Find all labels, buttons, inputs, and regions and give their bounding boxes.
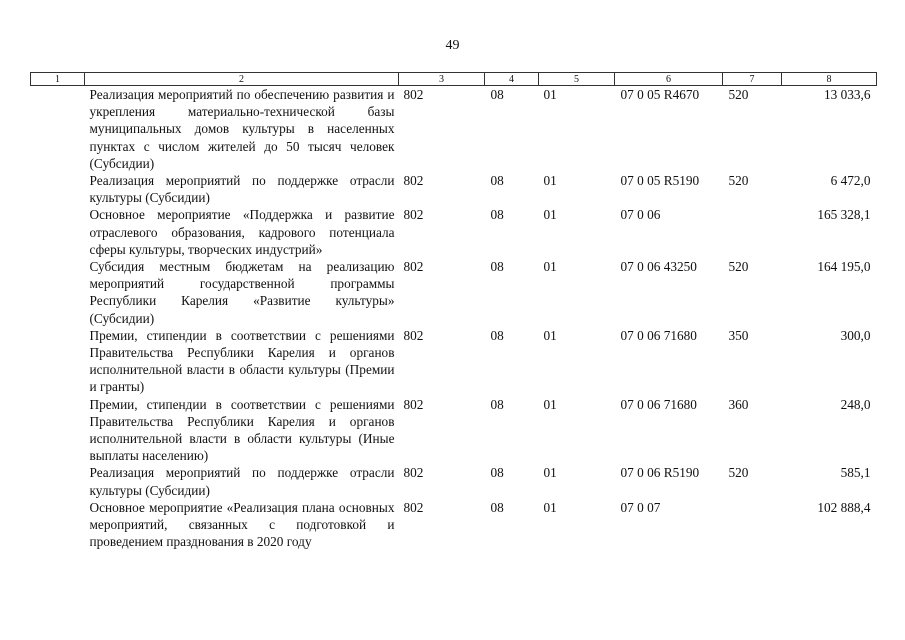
subsection-code-cell: 01 [543, 499, 557, 515]
section-code-cell: 08 [490, 207, 504, 223]
target-article-cell: 07 0 05 R4670 [620, 87, 700, 102]
column-header: 7 [723, 73, 782, 86]
section-code-cell: 08 [490, 173, 504, 189]
table-row [31, 172, 877, 206]
expense-type-cell [723, 499, 782, 551]
section-code-cell: 08 [490, 499, 504, 515]
section-code-cell: 08 [490, 465, 504, 481]
item-name-cell: Основное мероприятие «Реализация плана основных мероприятий, связанных с подготовкой и проведением празднования в 2020 году [89, 499, 395, 550]
column-header: 4 [485, 73, 539, 86]
target-article-cell: 07 0 07 [620, 499, 661, 515]
amount-cell: 165 328,1 [817, 207, 871, 223]
column-header: 6 [615, 73, 723, 86]
column-number-row [31, 73, 877, 86]
table-row [31, 499, 877, 551]
target-article-cell: 07 0 06 [620, 207, 661, 223]
row-number-cell [31, 327, 85, 396]
ministry-code-cell: 802 [403, 396, 424, 412]
subsection-code-cell: 01 [543, 396, 557, 412]
expense-type-cell: 350 [728, 327, 749, 343]
amount-cell: 102 888,4 [817, 499, 871, 515]
budget-table [30, 72, 877, 550]
table-row [31, 86, 877, 173]
expense-type-cell: 360 [728, 396, 749, 412]
subsection-code-cell: 01 [543, 259, 557, 275]
subsection-code-cell: 01 [543, 465, 557, 481]
amount-cell: 13 033,6 [823, 87, 871, 102]
row-number-cell [31, 258, 85, 327]
amount-cell: 164 195,0 [817, 259, 871, 275]
target-article-cell: 07 0 06 43250 [620, 259, 697, 275]
ministry-code-cell: 802 [403, 327, 424, 343]
item-name-cell: Субсидия местным бюджетам на реализацию мероприятий государственной программы Республики Карелия «Развитие культуры» (Субсидии) [89, 259, 395, 326]
row-number-cell [31, 464, 85, 498]
expense-type-cell: 520 [728, 87, 749, 102]
table-row [31, 464, 877, 498]
row-number-cell [31, 396, 85, 465]
table-row [31, 258, 877, 327]
item-name-cell: Реализация мероприятий по поддержке отрасли культуры (Субсидии) [89, 465, 395, 498]
ministry-code-cell: 802 [403, 465, 424, 481]
row-number-cell [31, 499, 85, 551]
table-row [31, 396, 877, 465]
amount-cell: 585,1 [840, 465, 871, 481]
subsection-code-cell: 01 [543, 207, 557, 223]
row-number-cell [31, 206, 85, 258]
column-header: 5 [539, 73, 615, 86]
ministry-code-cell: 802 [403, 499, 424, 515]
row-number-cell [31, 172, 85, 206]
section-code-cell: 08 [490, 87, 504, 102]
column-header: 3 [399, 73, 485, 86]
ministry-code-cell: 802 [403, 259, 424, 275]
subsection-code-cell: 01 [543, 327, 557, 343]
section-code-cell: 08 [490, 396, 504, 412]
item-name-cell: Основное мероприятие «Поддержка и развитие отраслевого образования, кадрового потенциала сферы культуры, творческих индустрий» [89, 207, 395, 257]
ministry-code-cell: 802 [403, 207, 424, 223]
target-article-cell: 07 0 05 R5190 [620, 173, 700, 189]
subsection-code-cell: 01 [543, 87, 557, 102]
expense-type-cell: 520 [728, 259, 749, 275]
page-number: 49 [445, 38, 460, 53]
amount-cell: 248,0 [840, 396, 871, 412]
target-article-cell: 07 0 06 71680 [620, 396, 697, 412]
item-name-cell: Реализация мероприятий по поддержке отрасли культуры (Субсидии) [89, 173, 395, 206]
table-row [31, 327, 877, 396]
expense-type-cell: 520 [728, 465, 749, 481]
subsection-code-cell: 01 [543, 173, 557, 189]
ministry-code-cell: 802 [403, 173, 424, 189]
amount-cell: 300,0 [840, 327, 871, 343]
column-header: 1 [31, 73, 85, 86]
section-code-cell: 08 [490, 259, 504, 275]
row-number-cell [31, 86, 85, 173]
ministry-code-cell: 802 [403, 87, 424, 102]
item-name-cell: Премии, стипендии в соответствии с решениями Правительства Республики Карелия и органов исполнительной власти в области культуры (Иные выплаты населению) [89, 396, 395, 464]
expense-type-cell: 520 [728, 173, 749, 189]
column-header: 2 [85, 73, 399, 86]
column-header: 8 [782, 73, 877, 86]
target-article-cell: 07 0 06 71680 [620, 327, 697, 343]
section-code-cell: 08 [490, 327, 504, 343]
table-row [31, 206, 877, 258]
target-article-cell: 07 0 06 R5190 [620, 465, 700, 481]
item-name-cell: Премии, стипендии в соответствии с решениями Правительства Республики Карелия и органов исполнительной власти в области культуры (Премии и гранты) [89, 327, 395, 395]
table-body [31, 86, 877, 551]
expense-type-cell [723, 206, 782, 258]
item-name-cell: Реализация мероприятий по обеспечению развития и укрепления материально-технической базы муниципальных домов культуры в населенных пунктах с числом жителей до 50 тысяч человек (Субсидии) [89, 87, 395, 171]
amount-cell: 6 472,0 [830, 173, 871, 189]
